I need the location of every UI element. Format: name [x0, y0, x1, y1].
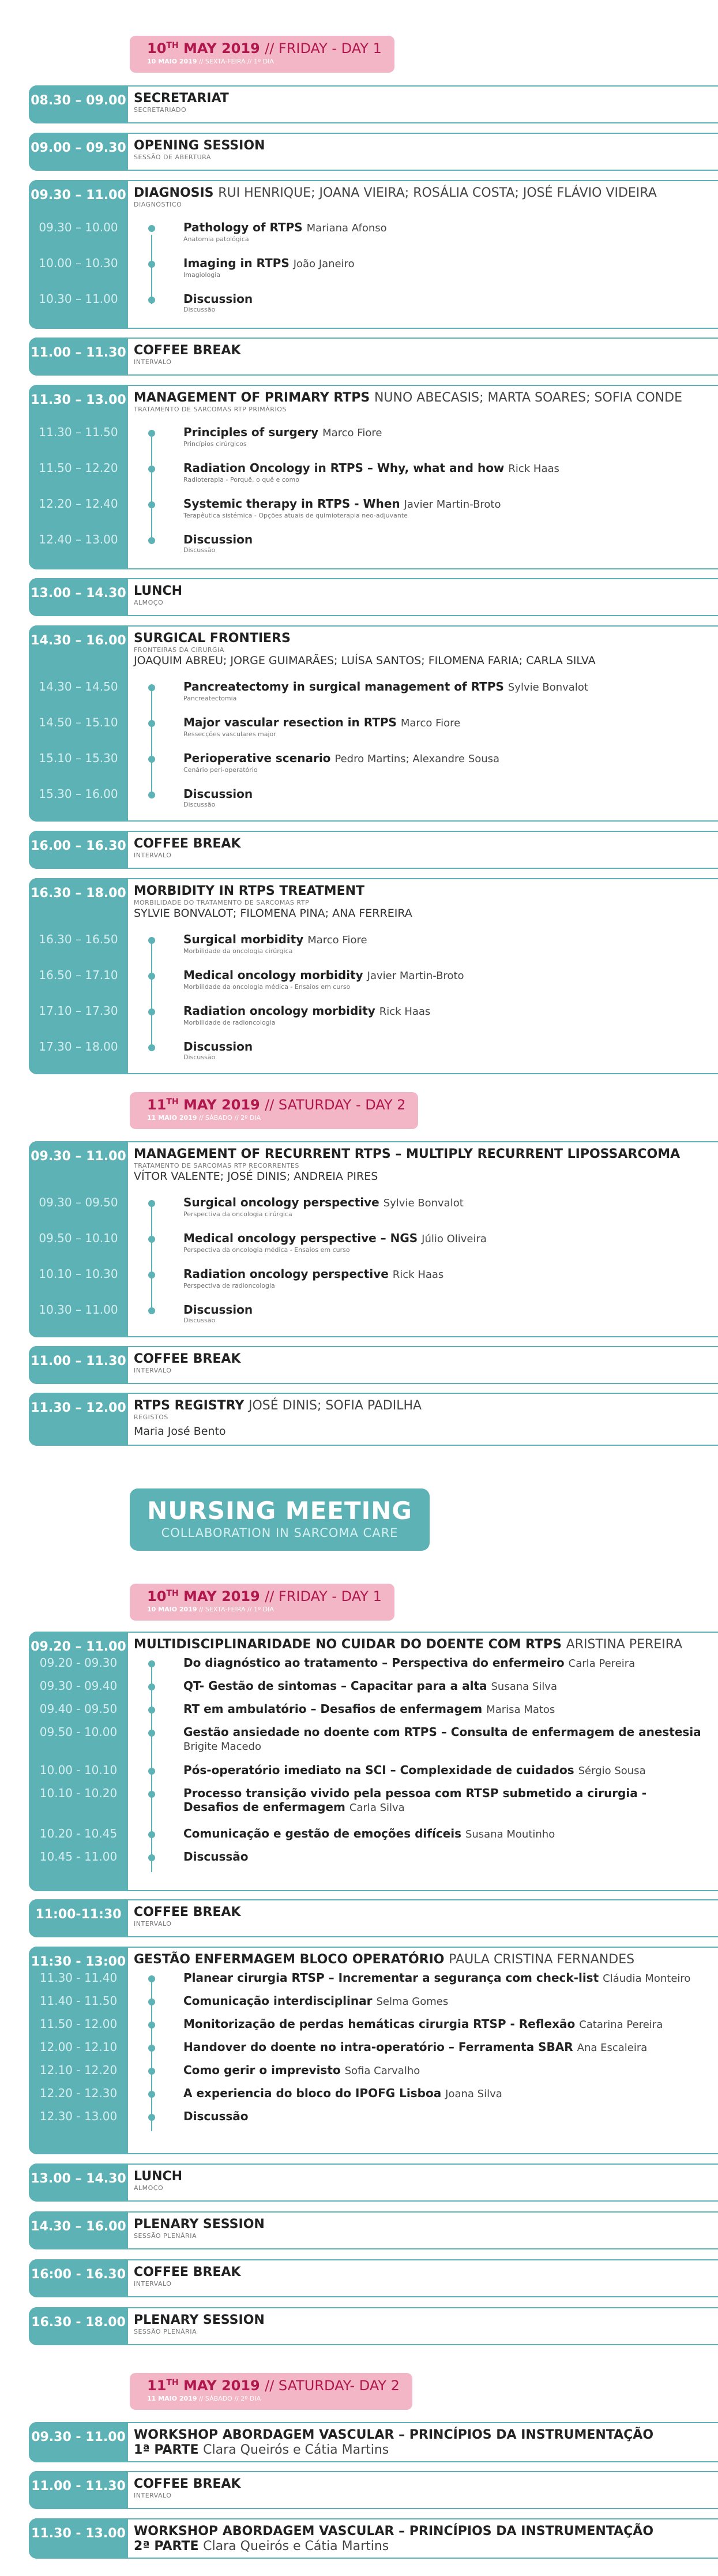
day-header: 10TH MAY 2019 // FRIDAY - DAY 1 10 MAIO 2019 // SEXTA-FEIRA // 1º DIA [130, 36, 394, 73]
day-header: 11TH MAY 2019 // SATURDAY - DAY 2 11 MAIO 2019 // SÁBADO // 2º DIA [130, 1092, 418, 1129]
session-coffee-break: 16:00 - 16.30 COFFEE BREAK INTERVALO [29, 2259, 718, 2297]
session-recurrent-rtps: 09.30 – 11.00 MANAGEMENT OF RECURRENT RTPS – MULTIPLY RECURRENT LIPOSSARCOMA TRATAMENTO DE SARCOMAS RTP RECORRENTES VÍTOR VALENTE; JOSÉ DINIS; ANDREIA PIRES 09.30 – 09.50 Surgical oncology perspective Sylvie Bonvalot Perspectiva da oncologia cirúrgica 09.50 – 10.10 Medical oncology perspective – NGS Júlio Oliveira Perspectiva da oncologia médica - Ensaios em curso 10.10 – 10.30 Radiation oncology perspective Rick Haas Perspectiva de radioncologia 10.30 – 11.00 Discussion Discussão [29, 1141, 718, 1337]
session-registry: 11.30 – 12.00 RTPS REGISTRY JOSÉ DINIS; SOFIA PADILHA REGISTOS Maria José Bento [29, 1393, 718, 1446]
session-coffee-break: 11.00 – 11.30 COFFEE BREAK INTERVALO [29, 338, 718, 376]
session-lunch: 13.00 – 14.30 LUNCH ALMOÇO [29, 2163, 718, 2202]
session-multidisciplinaridade: 09.20 – 11.00 MULTIDISCIPLINARIDADE NO CUIDAR DO DOENTE COM RTPS ARISTINA PEREIRA 09.20 - 09.30 Do diagnóstico ao tratamento – Perspectiva do enfermeiro Carla Pereira 09.30 - 09.40 QT- Gestão de sintomas – Capacitar para a alta Susana Silva 09.40 - 09.50 RT em ambulatório – Desafios de enfermagem Marisa Matos 09.50 - 10.00 Gestão ansiedade no doente com RTPS – Consulta de enfermagem de anestesia Brigite Macedo 10.00 - 10.10 Pós-operatório imediato na SCI – Complexidade de cuidados Sérgio Sousa 10.10 - 10.20 Processo transição vivido pela pessoa com RTSP submetido a cirurgia - Desafios de enfermagem Carla Silva 10.20 - 10.45 Comunicação e gestão de emoções difíceis Susana Moutinho 10.45 - 11.00 Discussão [29, 1632, 718, 1891]
session-plenary: 16.30 - 18.00 PLENARY SESSION SESSÃO PLENÁRIA [29, 2307, 718, 2345]
session-coffee-break: 11.00 – 11.30 COFFEE BREAK INTERVALO [29, 1346, 718, 1384]
day-header: 11TH MAY 2019 // SATURDAY- DAY 2 11 MAIO 2019 // SÁBADO // 2º DIA [130, 2373, 412, 2410]
session-primary-rtps: 11.30 – 13.00 MANAGEMENT OF PRIMARY RTPS NUNO ABECASIS; MARTA SOARES; SOFIA CONDE TRATAMENTO DE SARCOMAS RTP PRIMÁRIOS 11.30 – 11.50 Principles of surgery Marco Fiore Princípios cirúrgicos 11.50 – 12.20 Radiation Oncology in RTPS – Why, what and how Rick Haas Radioterapia - Porquê, o quê e como 12.20 – 12.40 Systemic therapy in RTPS - When Javier Martin-Broto Terapêutica sistémica - Opções atuais de quimioterapia neo-adjuvante 12.40 – 13.00 Discussion Discussão [29, 385, 718, 569]
session-coffee-break: 11:00-11:30 COFFEE BREAK INTERVALO [29, 1899, 718, 1937]
session-opening: 09.00 – 09.30 OPENING SESSION SESSÃO DE ABERTURA [29, 133, 718, 171]
session-coffee-break: 11.00 - 11.30 COFFEE BREAK INTERVALO [29, 2471, 718, 2509]
session-lunch: 13.00 – 14.30 LUNCH ALMOÇO [29, 578, 718, 616]
session-secretariat: 08.30 – 09.00 SECRETARIAT SECRETARIADO [29, 85, 718, 123]
session-workshop-part-1: 09.30 - 11.00 WORKSHOP ABORDAGEM VASCULAR – PRINCÍPIOS DA INSTRUMENTAÇÃO 1ª PARTE Clara Queirós e Cátia Martins [29, 2422, 718, 2462]
session-plenary: 14.30 – 16.00 PLENARY SESSION SESSÃO PLENÁRIA [29, 2211, 718, 2249]
nursing-meeting-banner: NURSING MEETING COLLABORATION IN SARCOMA CARE [130, 1488, 430, 1551]
session-morbidity: 16.30 – 18.00 MORBIDITY IN RTPS TREATMENT MORBILIDADE DO TRATAMENTO DE SARCOMAS RTP SYLVIE BONVALOT; FILOMENA PINA; ANA FERREIRA 16.30 – 16.50 Surgical morbidity Marco Fiore Morbilidade da oncologia cirúrgica 16.50 – 17.10 Medical oncology morbidity Javier Martin-Broto Morbilidade da oncologia médica - Ensaios em curso 17.10 – 17.30 Radiation oncology morbidity Rick Haas Morbilidade de radioncologia 17.30 – 18.00 Discussion Discussão [29, 878, 718, 1074]
session-coffee-break: 16.00 – 16.30 COFFEE BREAK INTERVALO [29, 831, 718, 869]
session-bloco-operatorio: 11:30 - 13:00 GESTÃO ENFERMAGEM BLOCO OPERATÓRIO PAULA CRISTINA FERNANDES 11.30 - 11.40 Planear cirurgia RTSP – Incrementar a segurança com check-list Cláudia Monteiro 11.40 - 11.50 Comunicação interdisciplinar Selma Gomes 11.50 - 12.00 Monitorização de perdas hemáticas cirurgia RTSP - Reflexão Catarina Pereira 12.00 - 12.10 Handover do doente no intra-operatório – Ferramenta SBAR Ana Escaleira 12.10 - 12.20 Como gerir o imprevisto Sofia Carvalho 12.20 - 12.30 A experiencia do bloco do IPOFG Lisboa Joana Silva 12.30 - 13.00 Discussão [29, 1947, 718, 2154]
session-workshop-part-2: 11.30 - 13.00 WORKSHOP ABORDAGEM VASCULAR – PRINCÍPIOS DA INSTRUMENTAÇÃO 2ª PARTE Clara Queirós e Cátia Martins [29, 2518, 718, 2559]
day-header: 10TH MAY 2019 // FRIDAY - DAY 1 10 MAIO 2019 // SEXTA-FEIRA // 1º DIA [130, 1584, 394, 1621]
session-diagnosis: 09.30 – 11.00 DIAGNOSIS RUI HENRIQUE; JOANA VIEIRA; ROSÁLIA COSTA; JOSÉ FLÁVIO VIDEIRA DIAGNÓSTICO 09.30 – 10.00 Pathology of RTPS Mariana Afonso Anatomia patológica 10.00 – 10.30 Imaging in RTPS João Janeiro Imagiologia 10.30 – 11.00 Discussion Discussão [29, 180, 718, 329]
session-surgical-frontiers: 14.30 – 16.00 SURGICAL FRONTIERS FRONTEIRAS DA CIRURGIA JOAQUIM ABREU; JORGE GUIMARÃES; LUÍSA SANTOS; FILOMENA FARIA; CARLA SILVA 14.30 – 14.50 Pancreatectomy in surgical management of RTPS Sylvie Bonvalot Pancreatectomia 14.50 – 15.10 Major vascular resection in RTPS Marco Fiore Ressecções vasculares major 15.10 – 15.30 Perioperative scenario Pedro Martins; Alexandre Sousa Cenário peri-operatório 15.30 – 16.00 Discussion Discussão [29, 625, 718, 822]
